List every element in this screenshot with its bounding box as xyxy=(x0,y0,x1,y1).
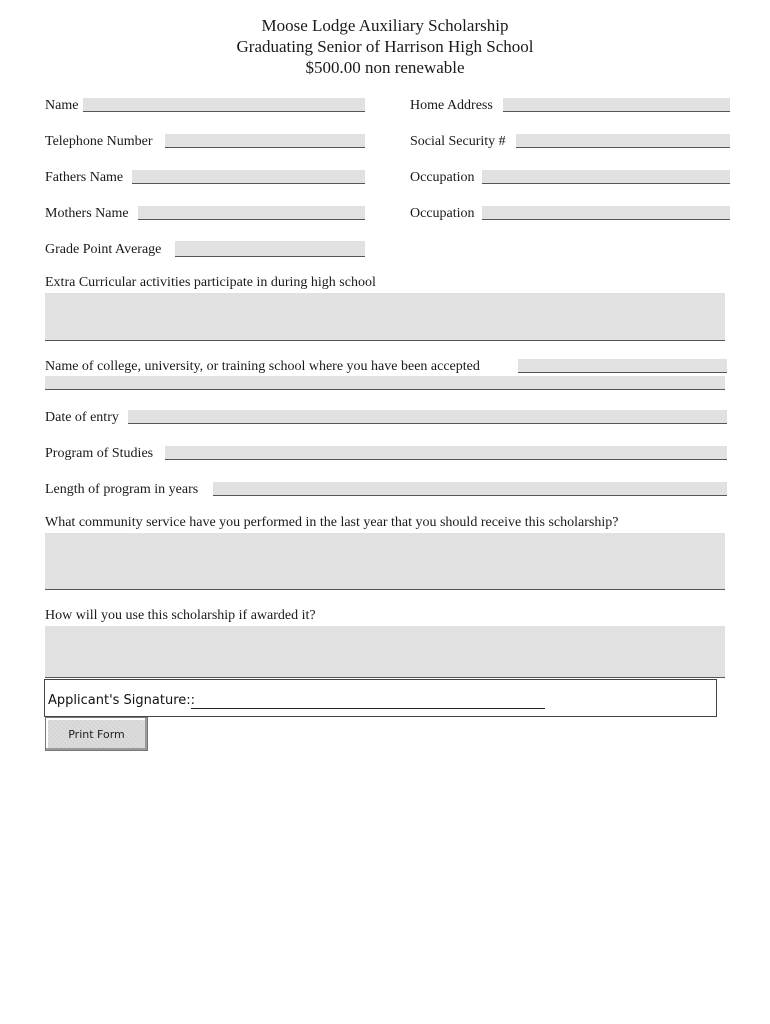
mother-occupation-label: Occupation xyxy=(410,206,475,221)
scholarship-use-label: How will you use this scholarship if awarded it? xyxy=(45,608,316,623)
home-address-label: Home Address xyxy=(410,98,493,113)
community-service-field[interactable] xyxy=(45,533,725,590)
extracurricular-field[interactable] xyxy=(45,293,725,341)
mothers-name-field[interactable] xyxy=(138,206,365,220)
signature-label: Applicant's Signature:: xyxy=(48,693,196,708)
name-field[interactable] xyxy=(83,98,365,112)
program-field[interactable] xyxy=(165,446,727,460)
college-label: Name of college, university, or training school where you have been accepted xyxy=(45,359,480,374)
community-service-label: What community service have you performed in the last year that you should receive this scholarship? xyxy=(45,515,619,530)
mothers-name-label: Mothers Name xyxy=(45,206,129,221)
date-of-entry-label: Date of entry xyxy=(45,410,119,425)
fathers-name-field[interactable] xyxy=(132,170,365,184)
ssn-label: Social Security # xyxy=(410,134,506,149)
father-occupation-field[interactable] xyxy=(482,170,730,184)
length-label: Length of program in years xyxy=(45,482,199,497)
program-label: Program of Studies xyxy=(45,446,154,461)
form-subtitle: Graduating Senior of Harrison High School xyxy=(236,37,534,56)
name-label: Name xyxy=(45,98,79,113)
form-title: Moose Lodge Auxiliary Scholarship xyxy=(261,16,509,35)
award-amount: $500.00 non renewable xyxy=(305,58,465,77)
gpa-label: Grade Point Average xyxy=(45,242,162,257)
extracurricular-label: Extra Curricular activities participate in during high school xyxy=(45,275,376,290)
college-field[interactable] xyxy=(518,359,727,373)
scholarship-use-field[interactable] xyxy=(45,626,725,678)
print-form-button[interactable]: Print Form xyxy=(45,717,148,751)
telephone-label: Telephone Number xyxy=(45,134,153,149)
telephone-field[interactable] xyxy=(165,134,365,148)
date-of-entry-field[interactable] xyxy=(128,410,727,424)
college-field-line2[interactable] xyxy=(45,376,725,390)
gpa-field[interactable] xyxy=(175,241,365,257)
home-address-field[interactable] xyxy=(503,98,730,112)
length-field[interactable] xyxy=(213,482,727,496)
signature-line[interactable] xyxy=(191,708,545,709)
father-occupation-label: Occupation xyxy=(410,170,475,185)
mother-occupation-field[interactable] xyxy=(482,206,730,220)
fathers-name-label: Fathers Name xyxy=(45,170,124,185)
ssn-field[interactable] xyxy=(516,134,730,148)
